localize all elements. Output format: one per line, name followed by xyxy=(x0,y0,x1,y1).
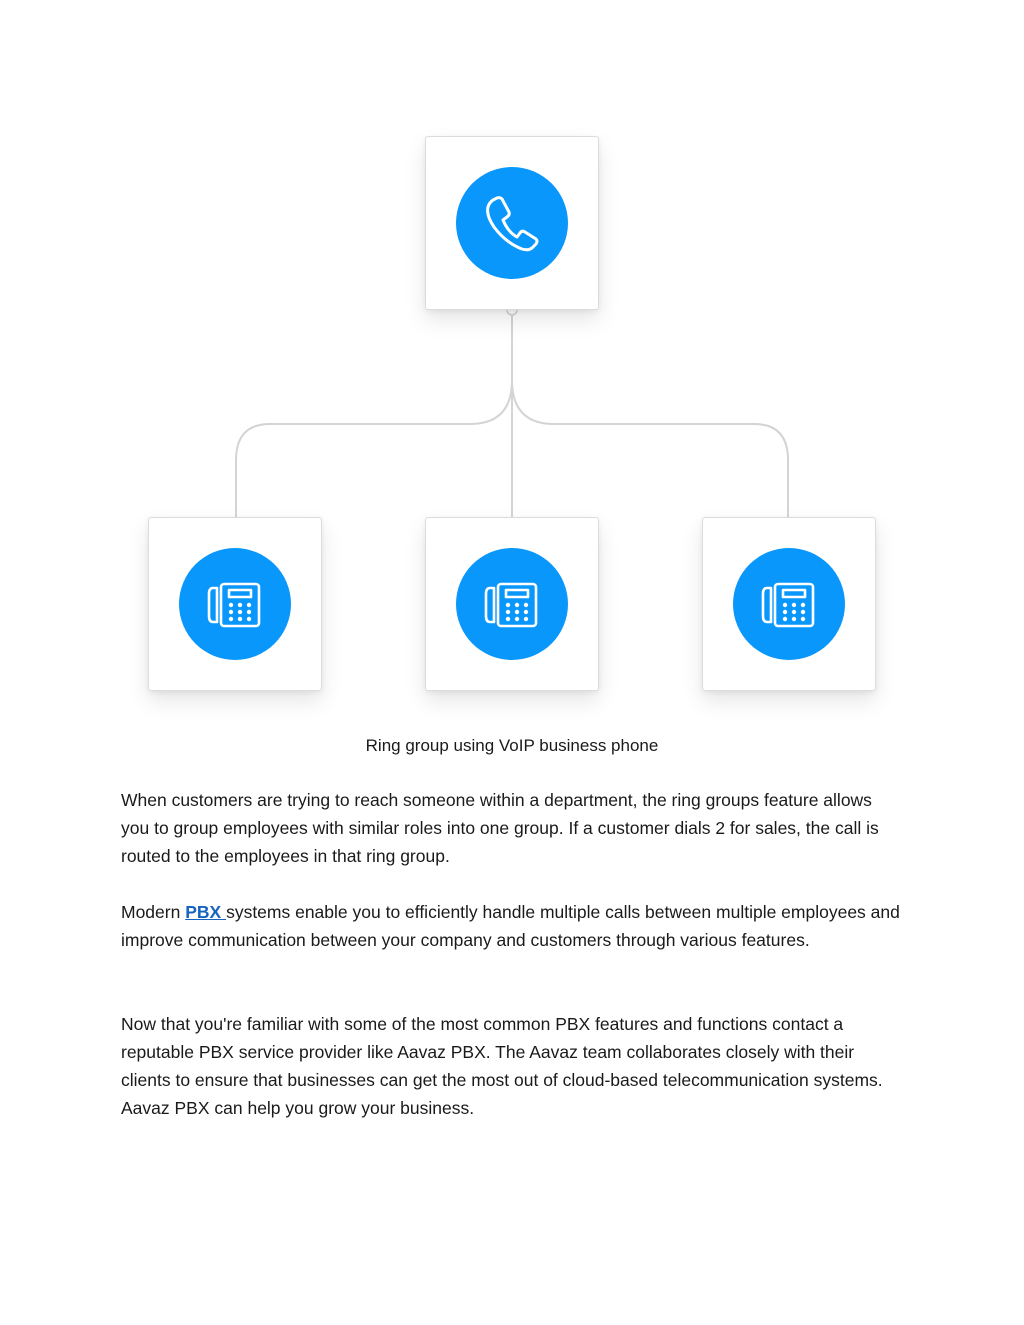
phone-handset-icon xyxy=(480,191,544,255)
desk-phone-icon xyxy=(480,572,544,636)
paragraph-text-before-link: Modern xyxy=(121,902,186,922)
group-phone-circle-1 xyxy=(179,548,291,660)
incoming-call-node xyxy=(425,136,599,310)
desk-phone-icon xyxy=(203,572,267,636)
group-phone-node-1 xyxy=(148,517,322,691)
paragraph-aavaz-pbx: Now that you're familiar with some of the most common PBX features and functions contact a reputable PBX service provider like Aavaz PBX. The Aavaz team collaborates closely with their clients to ensure that businesses can get the most out of cloud-based telecommunication systems. Aavaz PBX can help you grow your business. xyxy=(121,1014,883,1118)
group-phone-circle-3 xyxy=(733,548,845,660)
incoming-call-circle xyxy=(456,167,568,279)
paragraph-ring-groups: When customers are trying to reach someone within a department, the ring groups feature allows you to group employees with similar roles into one group. If a customer dials 2 for sales, the call is routed to the employees in that ring group. xyxy=(121,790,879,866)
group-phone-circle-2 xyxy=(456,548,568,660)
paragraph-modern-pbx xyxy=(121,898,901,954)
paragraph-text-after-link: systems enable you to efficiently handle multiple calls between multiple employees and improve communication between your company and customers through various features. xyxy=(121,902,900,950)
group-phone-node-3 xyxy=(702,517,876,691)
pbx-link[interactable]: PBX xyxy=(185,902,227,922)
group-phone-node-2 xyxy=(425,517,599,691)
figure-caption: Ring group using VoIP business phone xyxy=(365,736,659,755)
desk-phone-icon xyxy=(757,572,821,636)
